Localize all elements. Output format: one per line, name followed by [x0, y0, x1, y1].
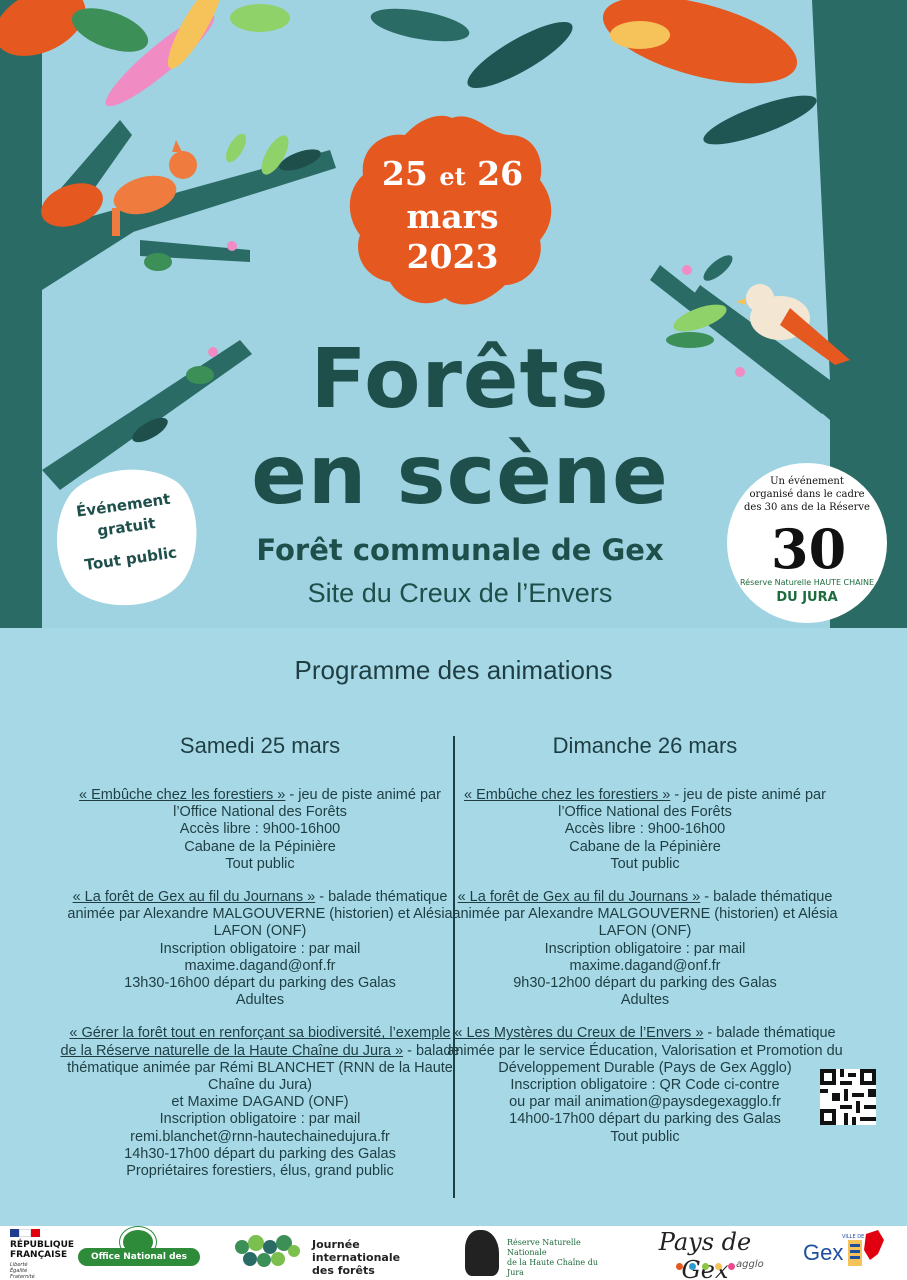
qr-code[interactable]	[820, 1069, 876, 1125]
event-detail: et Maxime DAGAND (ONF)	[171, 1094, 349, 1111]
event-detail: - balade thématique animée par Alexandre MALGOUVERNE (historien) et Alésia LAFON (ONF)	[452, 889, 838, 940]
leaf-lightgreen	[230, 4, 290, 32]
gex-crest-icon	[848, 1230, 892, 1270]
sunday-column	[445, 733, 845, 1162]
leaf-darkgreen-right	[699, 86, 821, 153]
leaf-orange-right	[594, 0, 806, 101]
event-detail: Inscription obligatoire : par mail	[159, 1111, 361, 1128]
free-badge-line1: Événement	[75, 489, 172, 521]
anniversary-head-1: Un événement	[770, 476, 844, 487]
event-detail: Adultes	[620, 992, 670, 1009]
pdg-dots-icon	[676, 1263, 735, 1270]
anniversary-head-3: des 30 ans de la Réserve	[744, 502, 870, 513]
blossom-3	[682, 265, 692, 275]
event-detail: Tout public	[610, 855, 680, 872]
event-site: Site du Creux de l’Envers	[307, 578, 613, 608]
pays-de-gex-logo: Pays de agglo	[658, 1228, 764, 1270]
event-detail: 14h00-17h00 départ du parking des Galas	[509, 1111, 781, 1128]
event-detail: Inscription obligatoire : par mail	[159, 940, 361, 957]
event-detail: remi.blanchet@rnn-hautechainedujura.fr	[130, 1128, 390, 1145]
anniversary-number: 30	[771, 517, 847, 581]
event-name: « La forêt de Gex au fil du Journans »	[72, 889, 316, 906]
anniversary-head-2: organisé dans le cadre	[749, 489, 865, 500]
onf-logo: Office National des Forêts	[78, 1226, 200, 1280]
event-detail: Accès libre : 9h00-16h00	[179, 821, 341, 838]
event-detail: 13h30-16h00 départ du parking des Galas	[124, 975, 396, 992]
event-detail: Cabane de la Pépinière	[184, 838, 336, 855]
anniversary-name-1: Réserve Naturelle HAUTE CHAINE	[739, 578, 875, 587]
event-item	[60, 1025, 460, 1180]
event-name: « Gérer la forêt tout en renforçant sa biodiversité, l’exemple de la Réserve naturelle de la Haute Chaîne du Jura »	[60, 1025, 451, 1059]
rnn-silhouette-icon	[465, 1230, 499, 1276]
saturday-column	[60, 733, 460, 1196]
event-detail: Tout public	[610, 1128, 680, 1145]
leaf-small-2	[222, 131, 250, 166]
event-item	[445, 787, 845, 873]
event-detail: maxime.dagand@onf.fr	[569, 957, 721, 974]
event-item	[60, 787, 460, 873]
leaf-small-right-3	[700, 251, 737, 285]
event-name: « La forêt de Gex au fil du Journans »	[457, 889, 701, 906]
event-detail: Propriétaires forestiers, élus, grand public	[126, 1163, 394, 1180]
event-detail: - balade thématique animée par Alexandre MALGOUVERNE (historien) et Alésia LAFON (ONF)	[67, 889, 453, 940]
event-detail: - jeu de piste animé par l’Office National des Forêts	[558, 787, 826, 821]
saturday-events	[60, 787, 460, 1180]
anniversary-name-2: DU JURA	[776, 590, 838, 605]
leaf-yellow-right	[610, 21, 670, 49]
event-name: « Embûche chez les forestiers »	[79, 787, 286, 803]
sunday-heading: Dimanche 26 mars	[552, 733, 738, 758]
event-title: Forêts en scène	[251, 332, 669, 523]
event-detail: Cabane de la Pépinière	[569, 838, 721, 855]
event-item	[60, 889, 460, 1009]
free-badge-line3: Tout public	[83, 543, 179, 575]
journee-forets-logo: Journée internationale des forêts	[232, 1226, 442, 1280]
hero-banner	[0, 0, 907, 628]
qr-code-pattern	[820, 1069, 876, 1125]
event-name: « Les Mystères du Creux de l’Envers »	[454, 1025, 704, 1042]
event-dates: 25 et 26 mars 2023	[381, 154, 524, 276]
event-item	[445, 889, 845, 1009]
event-detail: Adultes	[235, 992, 285, 1009]
leaf-small-4	[144, 253, 172, 271]
event-item	[445, 1025, 845, 1145]
forest-trees-icon	[232, 1233, 302, 1273]
event-detail: Accès libre : 9h00-16h00	[564, 821, 726, 838]
blossom-1	[227, 241, 237, 251]
french-flag-icon	[10, 1229, 40, 1237]
ville-de-gex-logo: VILLE DE Gex	[800, 1226, 907, 1280]
free-event-badge	[52, 462, 202, 612]
event-detail: Inscription obligatoire : QR Code ci-contre	[510, 1077, 780, 1094]
saturday-heading: Samedi 25 mars	[179, 733, 341, 758]
anniversary-badge	[727, 463, 887, 623]
event-detail: 9h30-12h00 départ du parking des Galas	[513, 975, 777, 992]
sunday-events	[445, 787, 845, 1146]
event-detail: 14h30-17h00 départ du parking des Galas	[124, 1145, 396, 1162]
free-badge-line2: gratuit	[96, 514, 157, 541]
event-location: Forêt communale de Gex	[256, 533, 664, 567]
leaf-darkgreen	[368, 3, 471, 48]
event-detail: maxime.dagand@onf.fr	[184, 957, 336, 974]
date-badge	[345, 110, 560, 310]
event-detail: - jeu de piste animé par l’Office National des Forêts	[173, 787, 441, 821]
event-detail: - balade thématique animée par Rémi BLANCHET (RNN de la Haute Chaîne du Jura)	[67, 1042, 460, 1094]
leaf-darkgreen-2	[460, 11, 580, 99]
rnn-logo: Réserve Naturelle Nationale de la Haute Chaîne du Jura	[465, 1226, 615, 1280]
event-detail: Inscription obligatoire : par mail	[544, 940, 746, 957]
event-detail: - balade thématique animée par le service Éducation, Valorisation et Promotion du Développement Durable (Pays de Gex Agglo)	[447, 1025, 843, 1076]
programme-title: Programme des animations	[294, 655, 613, 685]
event-detail: ou par mail animation@paysdegexagglo.fr	[509, 1094, 781, 1111]
event-detail: Tout public	[225, 855, 295, 872]
partner-logos-footer: RÉPUBLIQUE FRANÇAISE Liberté Égalité Fraternité Office National des Forêts Journée internationale des forêts Réserve Naturelle Nationale de la Haute Chaîne du Jura Pays de agglo VILLE DE Gex	[0, 1226, 907, 1280]
event-name: « Embûche chez les forestiers »	[464, 787, 671, 803]
